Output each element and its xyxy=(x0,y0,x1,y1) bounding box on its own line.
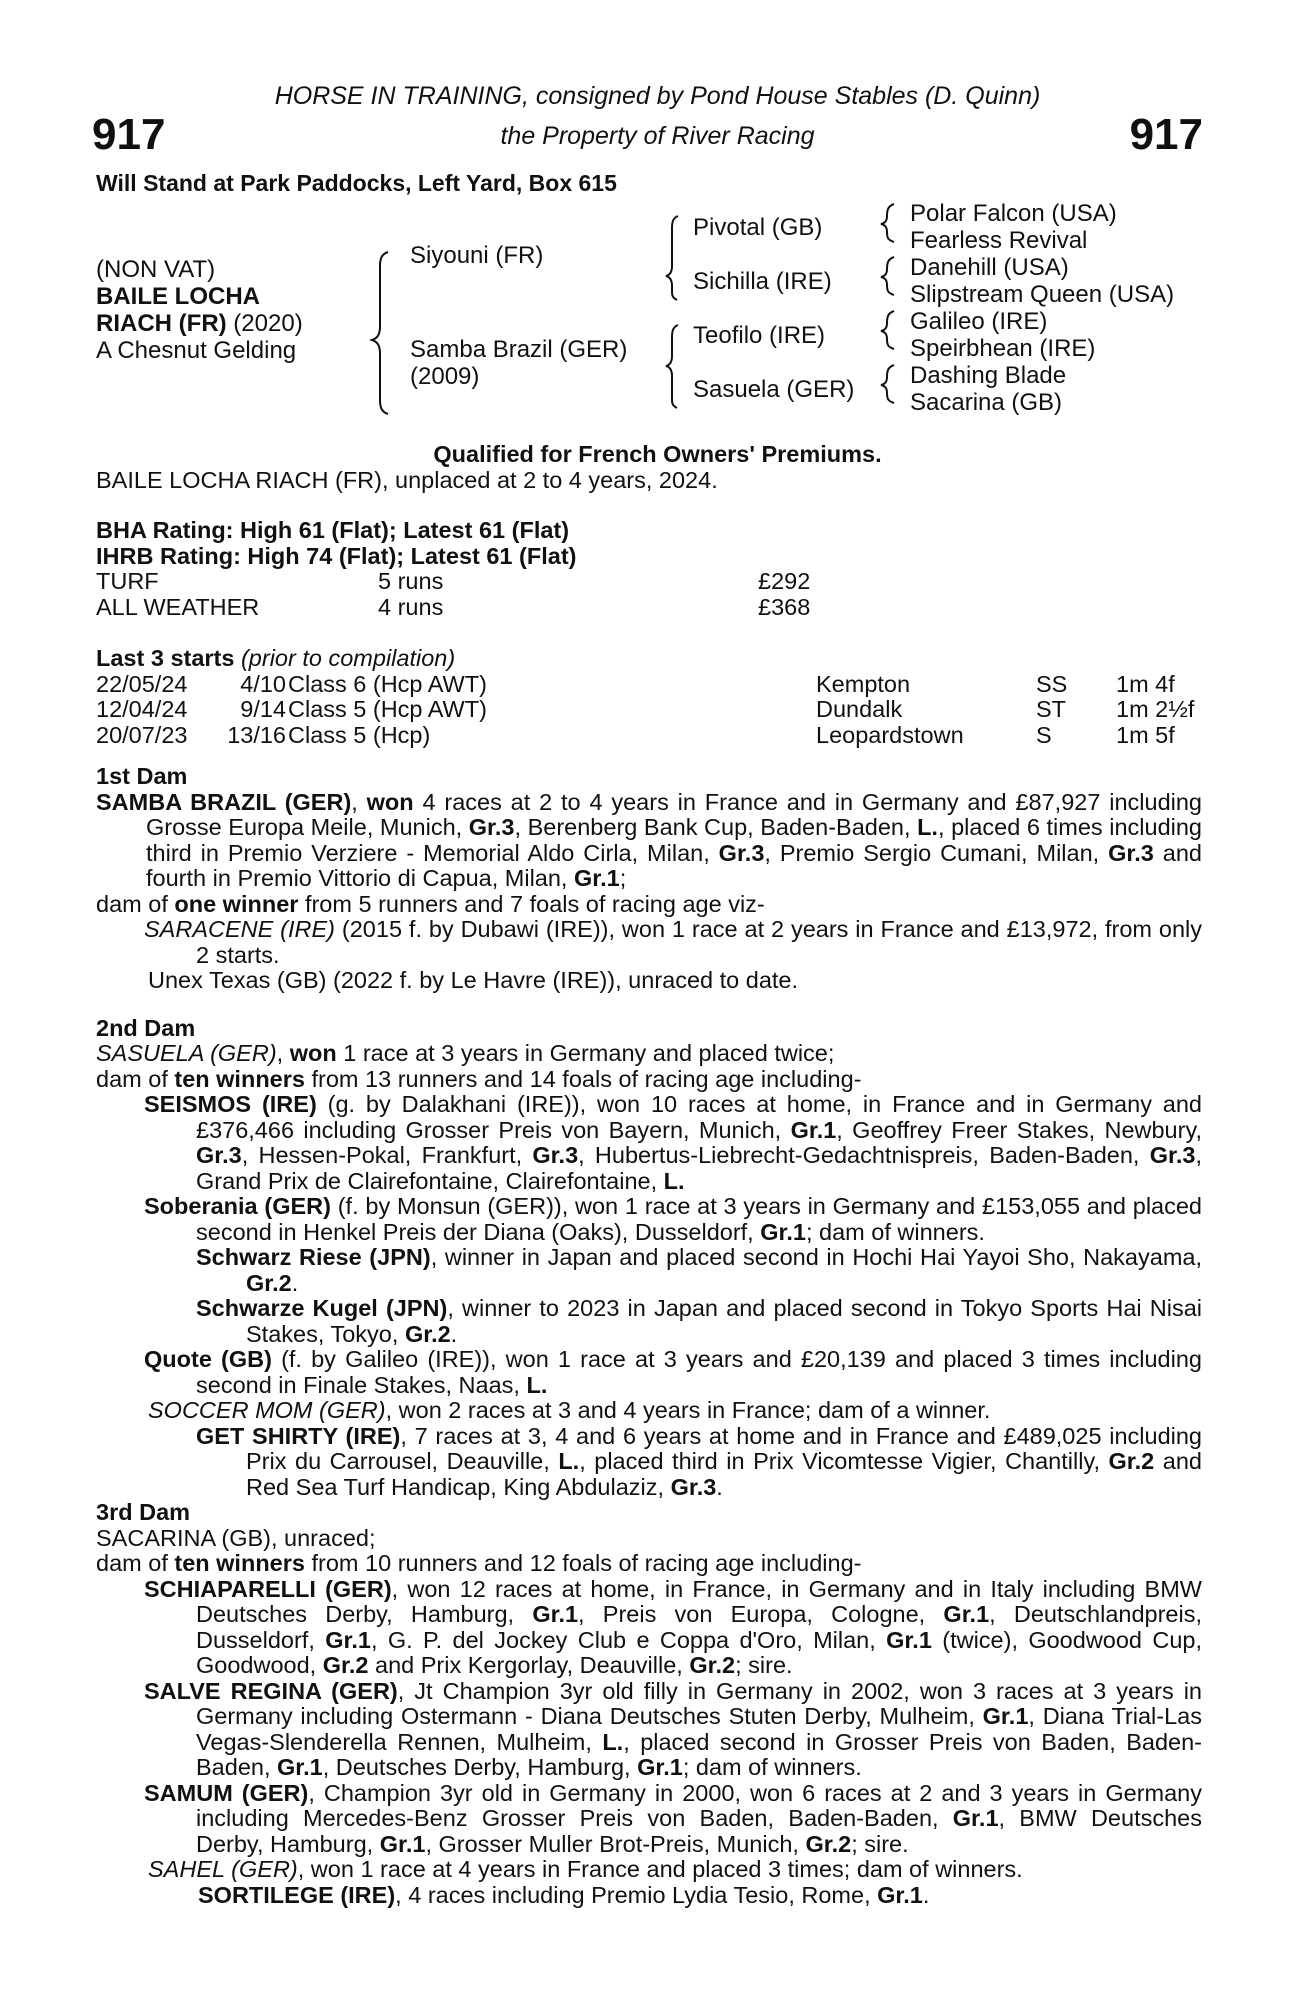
grade: Gr.1 xyxy=(952,1805,999,1831)
horse-name: SAHEL (GER) xyxy=(148,1856,298,1882)
sire-sire: Pivotal (GB) xyxy=(693,214,823,241)
text: and Prix Kergorlay, Deauville, xyxy=(368,1652,690,1678)
text: , Hubertus-Liebrecht-Gedachtnispreis, Baden-Baden, xyxy=(578,1142,1150,1168)
text: , placed second in Grosser Preis von Baden, Baden-Baden, xyxy=(196,1728,1202,1780)
first-dam-produce xyxy=(96,892,1202,918)
text: dam of xyxy=(96,1550,175,1576)
race-summary: BAILE LOCHA RIACH (FR), unplaced at 2 to 4 years, 2024. xyxy=(96,467,718,493)
start-row xyxy=(96,723,1216,749)
start-class: Class 6 (Hcp AWT) xyxy=(288,670,487,697)
ds-pair xyxy=(910,308,1095,362)
last-starts xyxy=(96,646,1216,748)
produce-schwarz-riese xyxy=(96,1245,1202,1296)
pedigree-braces xyxy=(0,0,1315,430)
grade: Gr.2 xyxy=(404,1320,451,1347)
consignor-line: HORSE IN TRAINING, consigned by Pond House Stables (D. Quinn) xyxy=(274,82,1041,110)
horse-name: Quote (GB) xyxy=(144,1346,272,1372)
produce-sahel xyxy=(96,1857,1202,1883)
horse-name: GET SHIRTY (IRE) xyxy=(196,1422,401,1449)
runs: 5 runs xyxy=(378,568,444,594)
lot-number-left: 917 xyxy=(92,110,166,159)
produce-samum xyxy=(96,1781,1202,1858)
text: , 4 races including Premio Lydia Tesio, Rome, xyxy=(395,1881,878,1908)
text: and fourth in Premio Vittorio di Capua, Milan, xyxy=(146,839,1202,891)
third-dam-record: SACARINA (GB), unraced; xyxy=(96,1524,376,1551)
dam-name: Samba Brazil (GER) xyxy=(410,336,628,363)
start-course: Leopardstown xyxy=(816,721,964,748)
grade: Gr.1 xyxy=(877,1881,923,1908)
start-distance: 1m 2½f xyxy=(1116,696,1195,722)
text: . xyxy=(716,1473,723,1500)
grade: Gr.2 xyxy=(322,1652,369,1678)
text: , winner in Japan and placed second in Hochi Hai Yayoi Sho, Nakayama, xyxy=(430,1244,1202,1270)
sire-sire-sire: Polar Falcon (USA) xyxy=(910,200,1117,227)
grade: Gr.2 xyxy=(1108,1448,1155,1474)
grade: Gr.1 xyxy=(637,1754,683,1780)
start-row xyxy=(96,697,1216,723)
start-distance: 1m 4f xyxy=(1116,670,1175,697)
text: , Deutschlandpreis, Dusseldorf, xyxy=(196,1601,1202,1653)
start-going: S xyxy=(1036,721,1052,748)
start-position: 13/16 xyxy=(227,721,286,748)
grade: L. xyxy=(558,1448,580,1474)
grade: Gr.3 xyxy=(1108,839,1154,866)
grade: Gr.1 xyxy=(982,1703,1029,1729)
text: ; sire. xyxy=(735,1652,793,1678)
horse-name: SALVE REGINA (GER) xyxy=(144,1677,398,1704)
grade: Gr.2 xyxy=(246,1269,292,1296)
grade: Gr.3 xyxy=(670,1473,717,1500)
text: , Premio Sergio Cumani, Milan, xyxy=(764,839,1109,866)
grade: Gr.3 xyxy=(718,839,765,866)
start-going: ST xyxy=(1036,696,1067,722)
horse-name: SEISMOS (IRE) xyxy=(144,1091,317,1117)
text: from 5 runners and 7 foals of racing age viz- xyxy=(298,890,765,917)
second-dam-produce xyxy=(96,1067,1202,1093)
text: from 13 runners and 14 foals of racing age including- xyxy=(304,1065,862,1092)
text: (f. by Galileo (IRE)), won 1 race at 3 years and £20,139 and placed 3 times including second in Finale Stakes, Naas, xyxy=(196,1346,1202,1398)
dam-dam-sire: Dashing Blade xyxy=(910,362,1067,389)
text: ; xyxy=(619,865,627,891)
text: . xyxy=(450,1320,458,1347)
text: 1 race at 3 years in Germany and placed twice; xyxy=(336,1040,835,1066)
dam-name: SAMBA BRAZIL (GER) xyxy=(96,788,352,815)
horse-name: Schwarze Kugel (JPN) xyxy=(196,1295,448,1321)
text: (g. by Dalakhani (IRE)), won 10 races at home, in France and in Germany and £376,466 including Grosser Preis von Bayern, Munich, xyxy=(196,1091,1203,1143)
start-row xyxy=(96,672,1216,698)
text: , Grand Prix de Clairefontaine, Clairefontaine, xyxy=(196,1142,1202,1194)
start-date: 20/07/23 xyxy=(96,721,188,748)
grade: Gr.1 xyxy=(379,1830,426,1857)
horse-name: SOCCER MOM (GER) xyxy=(148,1397,386,1423)
first-dam-heading: 1st Dam xyxy=(96,763,188,789)
text: , won 2 races at 3 and 4 years in France; dam of a winner. xyxy=(385,1397,991,1423)
property-line: the Property of River Racing xyxy=(500,122,815,150)
produce-seismos xyxy=(96,1092,1202,1194)
text: , Diana Trial-Las Vegas-Slenderella Rennen, Mulheim, xyxy=(196,1703,1202,1755)
grade: Gr.3 xyxy=(532,1142,579,1168)
produce-unex-texas: Unex Texas (GB) (2022 f. by Le Havre (IRE)), unraced to date. xyxy=(148,967,799,993)
dam-dam-dam: Sacarina (GB) xyxy=(910,389,1063,416)
text: , 7 races at 3, 4 and 6 years at home and in France and £489,025 including Prix du Carrousel, Deauville, xyxy=(246,1422,1203,1474)
grade: L. xyxy=(526,1371,548,1398)
text: , Geoffrey Freer Stakes, Newbury, xyxy=(836,1116,1202,1143)
won-label: won xyxy=(289,1040,337,1066)
sire: Siyouni (FR) xyxy=(410,242,544,269)
sire-sire-dam: Fearless Revival xyxy=(910,227,1088,254)
ss-pair xyxy=(910,200,1117,254)
grade: Gr.1 xyxy=(886,1626,932,1653)
horse-name: SCHIAPARELLI (GER) xyxy=(144,1575,392,1602)
text: , placed third in Prix Vicomtesse Vigier, Chantilly, xyxy=(579,1448,1109,1474)
text: , Berenberg Bank Cup, Baden-Baden, xyxy=(514,814,918,840)
produce-sortilege xyxy=(96,1883,1202,1909)
produce-salve-regina xyxy=(96,1679,1202,1781)
winners-count: ten winners xyxy=(174,1065,305,1092)
dam-name: SASUELA (GER) xyxy=(96,1040,277,1066)
vat-status: (NON VAT) xyxy=(96,256,216,283)
starts-title: Last 3 starts xyxy=(96,645,235,671)
winners-count: ten winners xyxy=(174,1550,305,1576)
runs: 4 runs xyxy=(378,594,444,620)
horse-name-line2: RIACH (FR) xyxy=(96,310,227,337)
sd-pair xyxy=(910,254,1174,308)
text: , Preis von Europa, Cologne, xyxy=(578,1601,944,1627)
text: (f. by Monsun (GER)), won 1 race at 3 years in Germany and £153,055 and placed second in Henkel Preis der Diana (Oaks), Dusseldorf, xyxy=(196,1193,1203,1245)
produce-soberania xyxy=(96,1194,1202,1245)
won-label: won xyxy=(366,788,414,815)
dam-sire-dam: Speirbhean (IRE) xyxy=(910,335,1096,362)
start-distance: 1m 5f xyxy=(1116,721,1175,748)
produce-schwarze-kugel xyxy=(96,1296,1202,1347)
start-date: 12/04/24 xyxy=(96,696,188,722)
text: and Red Sea Turf Handicap, King Abdulaziz, xyxy=(246,1448,1202,1500)
dam-sire-sire: Galileo (IRE) xyxy=(910,308,1048,335)
starts-note: (prior to compilation) xyxy=(234,645,456,671)
sire-dam-sire: Danehill (USA) xyxy=(910,254,1069,281)
horse-name: Schwarz Riese (JPN) xyxy=(196,1244,431,1270)
text: . xyxy=(291,1269,299,1296)
grade: Gr.3 xyxy=(1149,1142,1196,1168)
prize: £292 xyxy=(758,568,811,594)
grade: Gr.1 xyxy=(790,1116,837,1143)
text: from 10 runners and 12 foals of racing age including- xyxy=(304,1550,862,1576)
ratings-block xyxy=(96,518,1216,621)
lot-number-right: 917 xyxy=(1129,110,1203,159)
grade: Gr.1 xyxy=(943,1601,990,1627)
first-dam-record: SAMBA BRAZIL (GER), won 4 races at 2 to 4 years in France and in Germany and £87,927 including Grosse Europa Meile, Munich, Gr.3, Berenberg Bank Cup, Baden-Baden, L., placed 6 times including third in Premio Verziere - Memorial Aldo Cirla, Milan, Gr.3, Premio Sergio Cumani, Milan, Gr.3 and fourth in Premio Vittorio di Capua, Milan, Gr.1; xyxy=(96,788,1202,891)
produce-saracene xyxy=(96,917,1202,968)
ratings-row xyxy=(96,569,1216,595)
text: , placed 6 times including third in Premio Verziere - Memorial Aldo Cirla, Milan, xyxy=(146,814,1202,866)
surface: ALL WEATHER xyxy=(96,594,260,620)
text: ; dam of winners. xyxy=(805,1218,985,1245)
text: , Jt Champion 3yr old filly in Germany in 2002, won 3 races at 3 years in Germany including Ostermann - Diana Deutsches Stuten Derby, Mulheim, xyxy=(196,1677,1203,1729)
grade: Gr.1 xyxy=(325,1626,371,1653)
text: , won 12 races at home, in France, in Germany and in Italy including BMW Deutsches Derby, Hamburg, xyxy=(196,1575,1202,1627)
start-class: Class 5 (Hcp AWT) xyxy=(288,696,487,722)
produce-quote xyxy=(96,1347,1202,1398)
grade: L. xyxy=(663,1167,685,1194)
grade: Gr.3 xyxy=(468,814,515,840)
grade: L. xyxy=(917,814,938,840)
text: , Champion 3yr old in Germany in 2000, won 6 races at 2 and 3 years in Germany including Mercedes-Benz Grosser Preis von Baden, Baden-Baden, xyxy=(196,1779,1202,1831)
horse-name: SORTILEGE (IRE) xyxy=(198,1881,396,1908)
sire-dam: Sichilla (IRE) xyxy=(693,268,832,295)
ihrb-rating: IHRB Rating: High 74 (Flat); Latest 61 (Flat) xyxy=(96,542,577,569)
start-course: Kempton xyxy=(816,670,911,697)
text: ; sire. xyxy=(851,1830,909,1857)
text: dam of xyxy=(96,890,175,917)
dd-pair xyxy=(910,362,1066,416)
start-going: SS xyxy=(1036,670,1068,697)
text: (twice), Goodwood Cup, Goodwood, xyxy=(196,1626,1202,1678)
horse-name: SAMUM (GER) xyxy=(144,1779,309,1806)
start-class: Class 5 (Hcp) xyxy=(288,721,431,748)
third-dam-produce xyxy=(96,1551,1202,1577)
horse-name: SARACENE (IRE) xyxy=(144,916,336,942)
text: , BMW Deutsches Derby, Hamburg, xyxy=(196,1805,1202,1857)
horse-name: Soberania (GER) xyxy=(144,1193,331,1219)
dam xyxy=(410,336,627,390)
winners-count: one winner xyxy=(174,890,299,917)
bha-rating: BHA Rating: High 61 (Flat); Latest 61 (Flat) xyxy=(96,517,570,543)
text: , winner to 2023 in Japan and placed second in Tokyo Sports Hai Nisai Stakes, Tokyo, xyxy=(246,1295,1202,1347)
third-dam-heading: 3rd Dam xyxy=(96,1499,191,1525)
horse-name-line1: BAILE LOCHA xyxy=(96,283,260,310)
horse-year: (2020) xyxy=(226,310,303,337)
grade: Gr.1 xyxy=(277,1754,323,1780)
qualified-note: Qualified for French Owners' Premiums. xyxy=(433,441,882,467)
prize: £368 xyxy=(758,594,811,620)
second-dam-record: SASUELA (GER), won 1 race at 3 years in Germany and placed twice; xyxy=(96,1040,835,1066)
surface: TURF xyxy=(96,568,159,594)
grade: Gr.1 xyxy=(532,1601,579,1627)
grade: Gr.1 xyxy=(574,865,620,891)
grade: Gr.2 xyxy=(805,1830,852,1857)
dam-sire: Teofilo (IRE) xyxy=(693,322,826,349)
start-position: 9/14 xyxy=(240,696,286,722)
grade: L. xyxy=(602,1728,624,1755)
grade: Gr.2 xyxy=(689,1652,736,1678)
text: 4 races at 2 to 4 years in France and in Germany and £87,927 including Grosse Europa Meile, Munich, xyxy=(146,788,1202,840)
dam-dam: Sasuela (GER) xyxy=(693,376,855,403)
text: , Grosser Muller Brot-Preis, Munich, xyxy=(425,1830,806,1857)
produce-schiaparelli xyxy=(96,1577,1202,1679)
text: , Deutsches Derby, Hamburg, xyxy=(322,1754,638,1780)
start-date: 22/05/24 xyxy=(96,670,188,697)
grade: Gr.3 xyxy=(196,1142,242,1168)
text: , won 1 race at 4 years in France and placed 3 times; dam of winners. xyxy=(297,1856,1023,1882)
grade: Gr.1 xyxy=(760,1218,806,1245)
start-course: Dundalk xyxy=(816,696,903,722)
text: . xyxy=(922,1881,930,1908)
text: ; dam of winners. xyxy=(682,1754,862,1780)
text: , Hessen-Pokal, Frankfurt, xyxy=(241,1142,533,1168)
second-dam-heading: 2nd Dam xyxy=(96,1014,196,1041)
produce-get-shirty xyxy=(96,1424,1202,1501)
text: , G. P. del Jockey Club e Coppa d'Oro, Milan, xyxy=(370,1626,887,1653)
pedigree-notes xyxy=(96,764,1202,1908)
ratings-row xyxy=(96,595,1216,621)
horse-description: A Chesnut Gelding xyxy=(96,337,297,364)
text: (2015 f. by Dubawi (IRE)), won 1 race at 2 years in France and £13,972, from only 2 starts. xyxy=(196,916,1203,968)
produce-soccer-mom xyxy=(96,1398,1202,1424)
stand-location: Will Stand at Park Paddocks, Left Yard, Box 615 xyxy=(96,170,617,196)
dam-year: (2009) xyxy=(410,363,480,390)
sire-dam-dam: Slipstream Queen (USA) xyxy=(910,281,1175,308)
text: dam of xyxy=(96,1065,175,1092)
start-position: 4/10 xyxy=(240,670,286,697)
